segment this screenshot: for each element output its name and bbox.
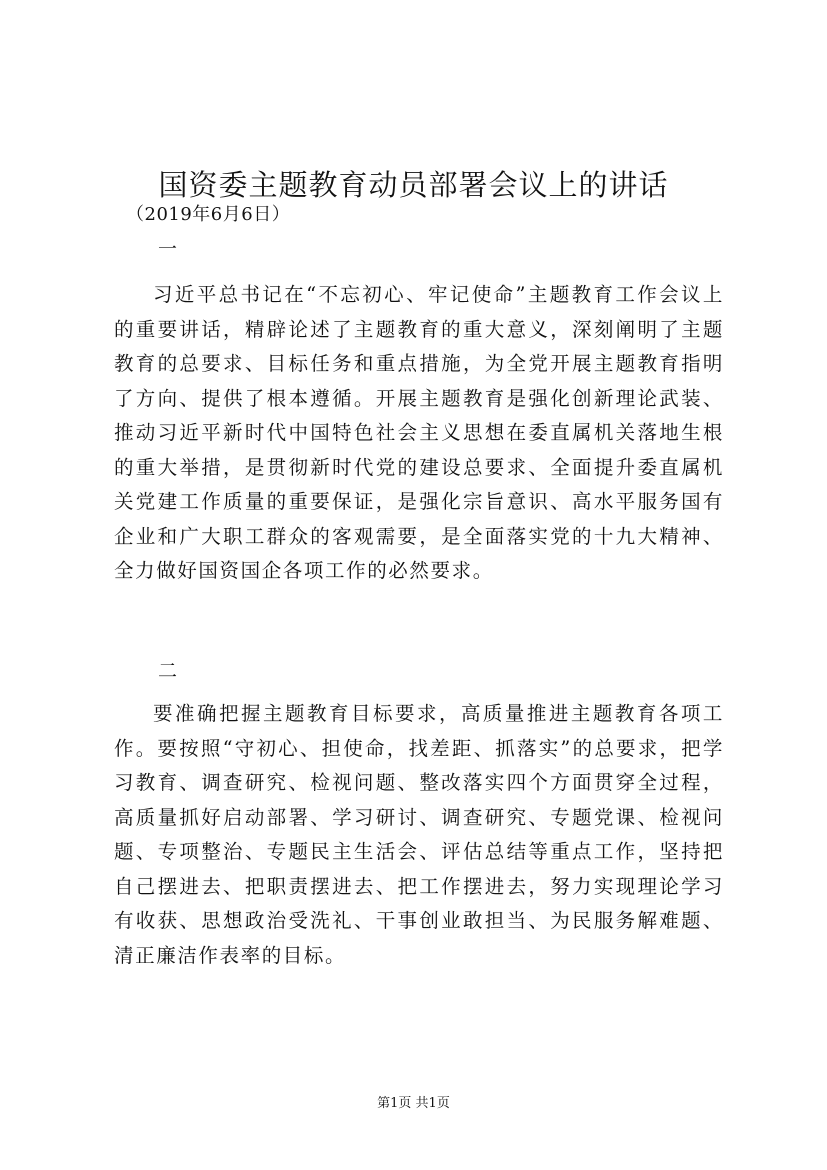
document-title: 国资委主题教育动员部署会议上的讲话 — [158, 168, 669, 203]
section-marker-2: 二 — [158, 660, 178, 682]
page-footer: 第1页 共1页 — [377, 1096, 450, 1111]
section-paragraph-2: 要准确把握主题教育目标要求，高质量推进主题教育各项工作。要按照“守初心、担使命，找差距、抓落实”的总要求，把学习教育、调查研究、检视问题、整改落实四个方面贯穿全过程，高质量抓好启动部署、学习研讨、调查研究、专题党课、检视问题、专项整治、专题民主生活会、评估总结等重点工作，坚持把自己摆进去、把职责摆进去、把工作摆进去，努力实现理论学习有收获、思想政治受洗礼、干事创业敢担当、为民服务解难题、清正廉洁作表率的目标。 — [114, 702, 724, 967]
document-date: （2019年6月6日） — [126, 204, 291, 225]
section-paragraph-1: 习近平总书记在“不忘初心、牢记使命”主题教育工作会议上的重要讲话，精辟论述了主题教育的重大意义，深刻阐明了主题教育的总要求、目标任务和重点措施，为全党开展主题教育指明了方向、提供了根本遵循。开展主题教育是强化创新理论武装、推动习近平新时代中国特色社会主义思想在委直属机关落地生根的重大举措，是贯彻新时代党的建设总要求、全面提升委直属机关党建工作质量的重要保证，是强化宗旨意识、高水平服务国有企业和广大职工群众的客观需要，是全面落实党的十九大精神、全力做好国资国企各项工作的必然要求。 — [114, 283, 724, 582]
section-marker-1: 一 — [158, 238, 178, 260]
